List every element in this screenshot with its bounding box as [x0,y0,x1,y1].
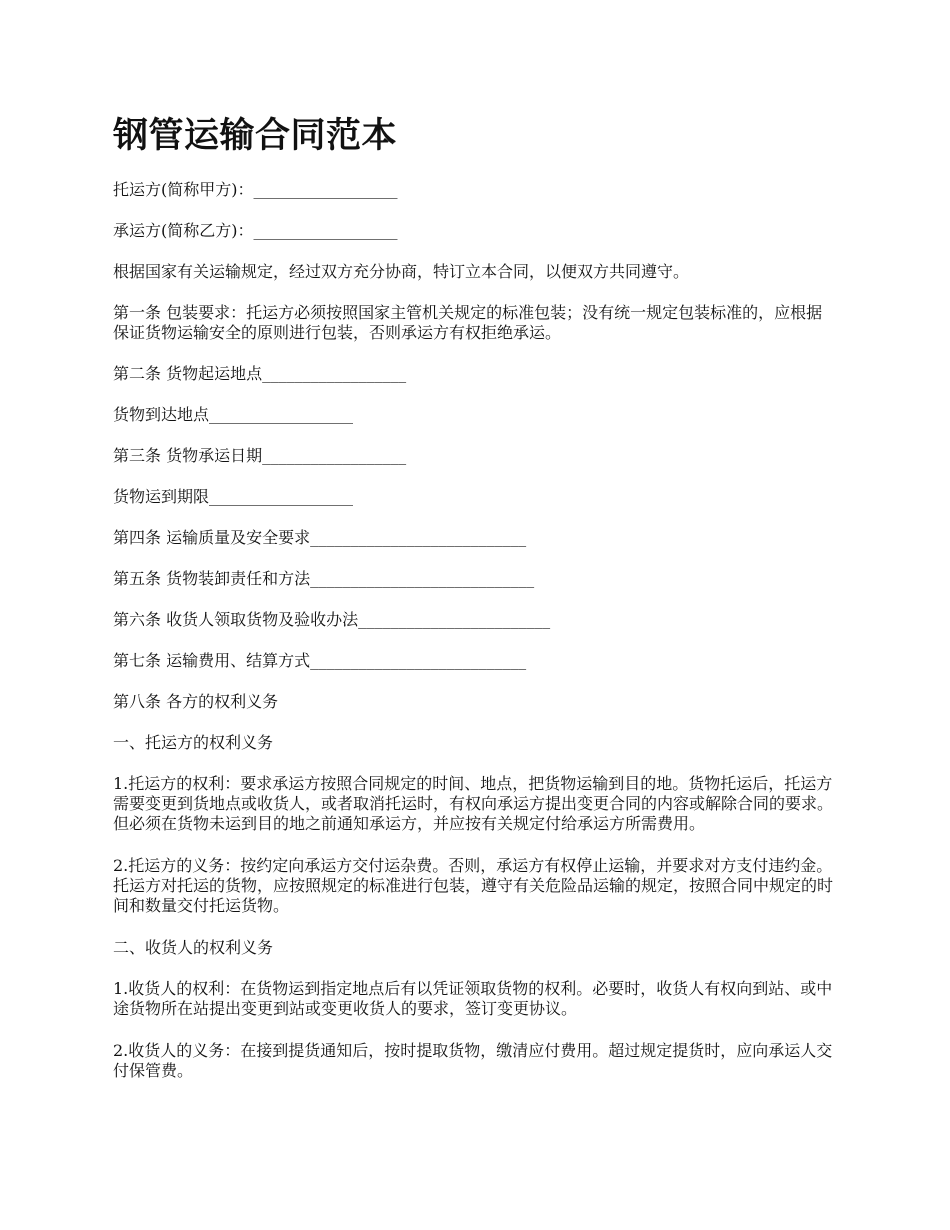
section-shipper-rights-heading: 一、托运方的权利义务 [113,733,274,752]
consignee-rights-paragraph: 1.收货人的权利：在货物运到指定地点后有以凭证领取货物的权利。必要时，收货人有权向到站、或中途货物所在站提出变更到站或变更收货人的要求，签订变更协议。 [113,979,833,1018]
document-title: 钢管运输合同范本 [113,116,398,156]
article-2-origin: 第二条 货物起运地点__________________ [113,364,407,383]
article-3-date: 第三条 货物承运日期__________________ [113,446,407,465]
article-1-packaging: 第一条 包装要求：托运方必须按照国家主管机关规定的标准包装；没有统一规定包装标准的，应根据保证货物运输安全的原则进行包装，否则承运方有权拒绝承运。 [113,303,823,342]
article-4-quality: 第四条 运输质量及安全要求___________________________ [113,528,527,547]
document-page [113,112,838,1102]
carrier-party-line: 承运方(简称乙方)：__________________ [113,221,398,240]
article-5-loading: 第五条 货物装卸责任和方法____________________________ [113,569,535,588]
section-consignee-rights-heading: 二、收货人的权利义务 [113,938,274,957]
article-7-fees: 第七条 运输费用、结算方式___________________________ [113,651,527,670]
article-6-receipt: 第六条 收货人领取货物及验收办法________________________ [113,610,551,629]
shipper-duties-paragraph: 2.托运方的义务：按约定向承运方交付运杂费。否则，承运方有权停止运输，并要求对方支付违约金。托运方对托运的货物，应按照规定的标准进行包装，遵守有关危险品运输的规定，按照合同中规定的时间和数量交付托运货物。 [113,856,834,915]
shipper-party-line: 托运方(简称甲方)：__________________ [113,180,398,199]
preamble-paragraph: 根据国家有关运输规定，经过双方充分协商，特订立本合同，以便双方共同遵守。 [113,262,690,281]
consignee-duties-paragraph: 2.收货人的义务：在接到提货通知后，按时提取货物，缴清应付费用。超过规定提货时，应向承运人交付保管费。 [113,1041,833,1080]
shipper-rights-paragraph: 1.托运方的权利：要求承运方按照合同规定的时间、地点，把货物运输到目的地。货物托运后，托运方需要变更到货地点或收货人，或者取消托运时，有权向承运方提出变更合同的内容或解除合同的要求。但必须在货物未运到目的地之前通知承运方，并应按有关规定付给承运方所需费用。 [113,774,834,833]
destination-line: 货物到达地点__________________ [113,405,354,424]
article-8-heading: 第八条 各方的权利义务 [113,692,279,711]
delivery-deadline-line: 货物运到期限__________________ [113,487,354,506]
